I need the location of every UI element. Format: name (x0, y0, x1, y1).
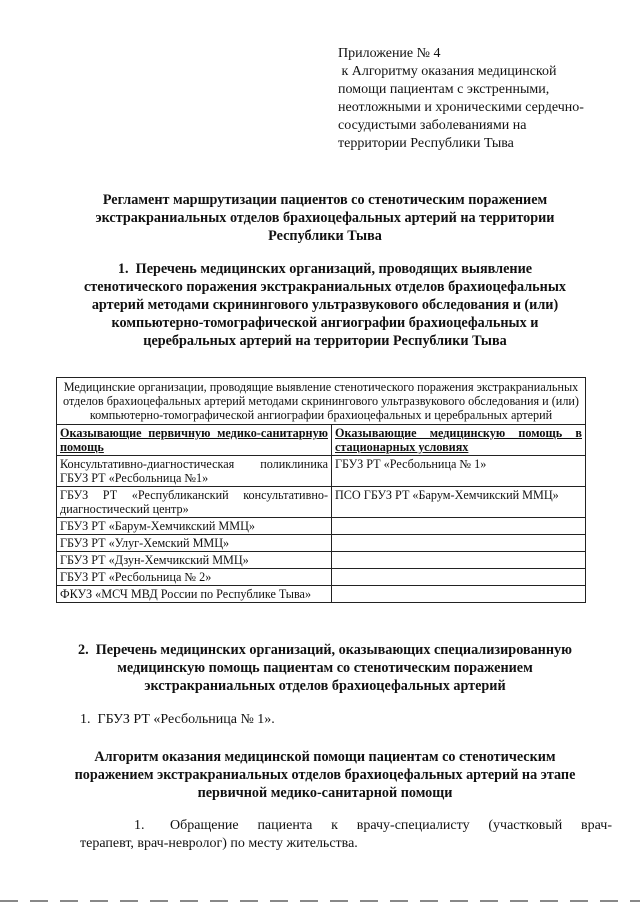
algorithm-line: поражением экстракраниальных отделов брахиоцефальных артерий на этапе (74, 767, 576, 783)
table-row (57, 569, 586, 586)
annex-note (338, 45, 628, 153)
section-2-line: 2. Перечень медицинских организаций, оказывающих специализированную (78, 642, 572, 658)
title-line: Регламент маршрутизации пациентов со стенотическим поражением (102, 192, 548, 208)
table-header: Медицинские организации, проводящие выявление стенотического поражения экстракраниальных отделов брахиоцефальных артерий методами скринингового ультразвукового обследования и (или) компьютерно-томографической ангиографии брахиоцефальных и церебральных артерий (57, 378, 586, 425)
section-1-heading (40, 260, 610, 350)
annex-line: сосудистыми заболеваниями на (338, 118, 527, 133)
table-cell: ФКУЗ «МСЧ МВД России по Республике Тыва» (57, 586, 332, 603)
table-cell (332, 535, 586, 552)
annex-line: Приложение № 4 (338, 46, 441, 61)
table-cell: ГБУЗ РТ «Ресбольница № 2» (57, 569, 332, 586)
algorithm-line: первичной медико-санитарной помощи (197, 785, 453, 801)
paragraph-line: терапевт, врач-невролог) по месту жительства. (80, 836, 358, 851)
title-line: Республики Тыва (268, 228, 382, 244)
section-1-line: артерий методами скринингового ультразвукового обследования и (или) (91, 297, 559, 313)
annex-line: к Алгоритму оказания медицинской (338, 64, 557, 79)
section-2-heading (40, 641, 610, 695)
table-row (57, 586, 586, 603)
section-1-line: церебральных артерий на территории Республики Тыва (143, 333, 507, 349)
table-row (57, 487, 586, 518)
annex-line: помощи пациентам с экстренными, (338, 82, 550, 97)
table-cell: ГБУЗ РТ «Барум-Хемчикский ММЦ» (57, 518, 332, 535)
section-1-line: 1. Перечень медицинских организаций, проводящих выявление (117, 261, 533, 277)
section-1-line: стенотического поражения экстракраниальных отделов брахиоцефальных (83, 279, 567, 295)
table-row (57, 456, 586, 487)
section-2-line: экстракраниальных отделов брахиоцефальных артерий (144, 678, 506, 694)
col-inpatient-header: Оказывающие медицинскую помощь в стационарных условиях (332, 425, 586, 456)
title-line: экстракраниальных отделов брахиоцефальных артерий на территории (95, 210, 555, 226)
annex-line: неотложными и хроническими сердечно- (338, 100, 584, 115)
table-row (57, 552, 586, 569)
table-cell: ГБУЗ РТ «Дзун-Хемчикский ММЦ» (57, 552, 332, 569)
table-cell: ГБУЗ РТ «Ресбольница № 1» (332, 456, 586, 487)
annex-line: территории Республики Тыва (338, 136, 514, 151)
organizations-table (56, 377, 586, 603)
table-cell: ГБУЗ РТ «Улуг-Хемский ММЦ» (57, 535, 332, 552)
paragraph-line: Обращение пациента к врачу-специалисту (участковый врач- (170, 818, 612, 833)
table-cell (332, 518, 586, 535)
col-primary-care-header: Оказывающие первичную медико-санитарную помощь (57, 425, 332, 456)
table-cell (332, 552, 586, 569)
specialized-org-item: 1. ГБУЗ РТ «Ресбольница № 1». (80, 712, 275, 727)
table-cell (332, 586, 586, 603)
algorithm-line: Алгоритм оказания медицинской помощи пациентам со стенотическим (94, 749, 556, 765)
table-cell: Консультативно-диагностическая поликлиника ГБУЗ РТ «Ресбольница №1» (57, 456, 332, 487)
algorithm-heading (40, 748, 610, 802)
table-cell (332, 569, 586, 586)
section-1-line: компьютерно-томографической ангиографии брахиоцефальных и (111, 315, 539, 331)
document-title (40, 191, 610, 245)
table-row (57, 518, 586, 535)
section-2-line: медицинскую помощь пациентам со стенотическим поражением (117, 660, 533, 676)
table-row (57, 535, 586, 552)
table-cell: ГБУЗ РТ «Республиканский консультативно-диагностический центр» (57, 487, 332, 518)
paragraph-number: 1. (134, 818, 145, 833)
table-cell: ПСО ГБУЗ РТ «Барум-Хемчикский ММЦ» (332, 487, 586, 518)
page-bottom-divider (0, 900, 640, 902)
